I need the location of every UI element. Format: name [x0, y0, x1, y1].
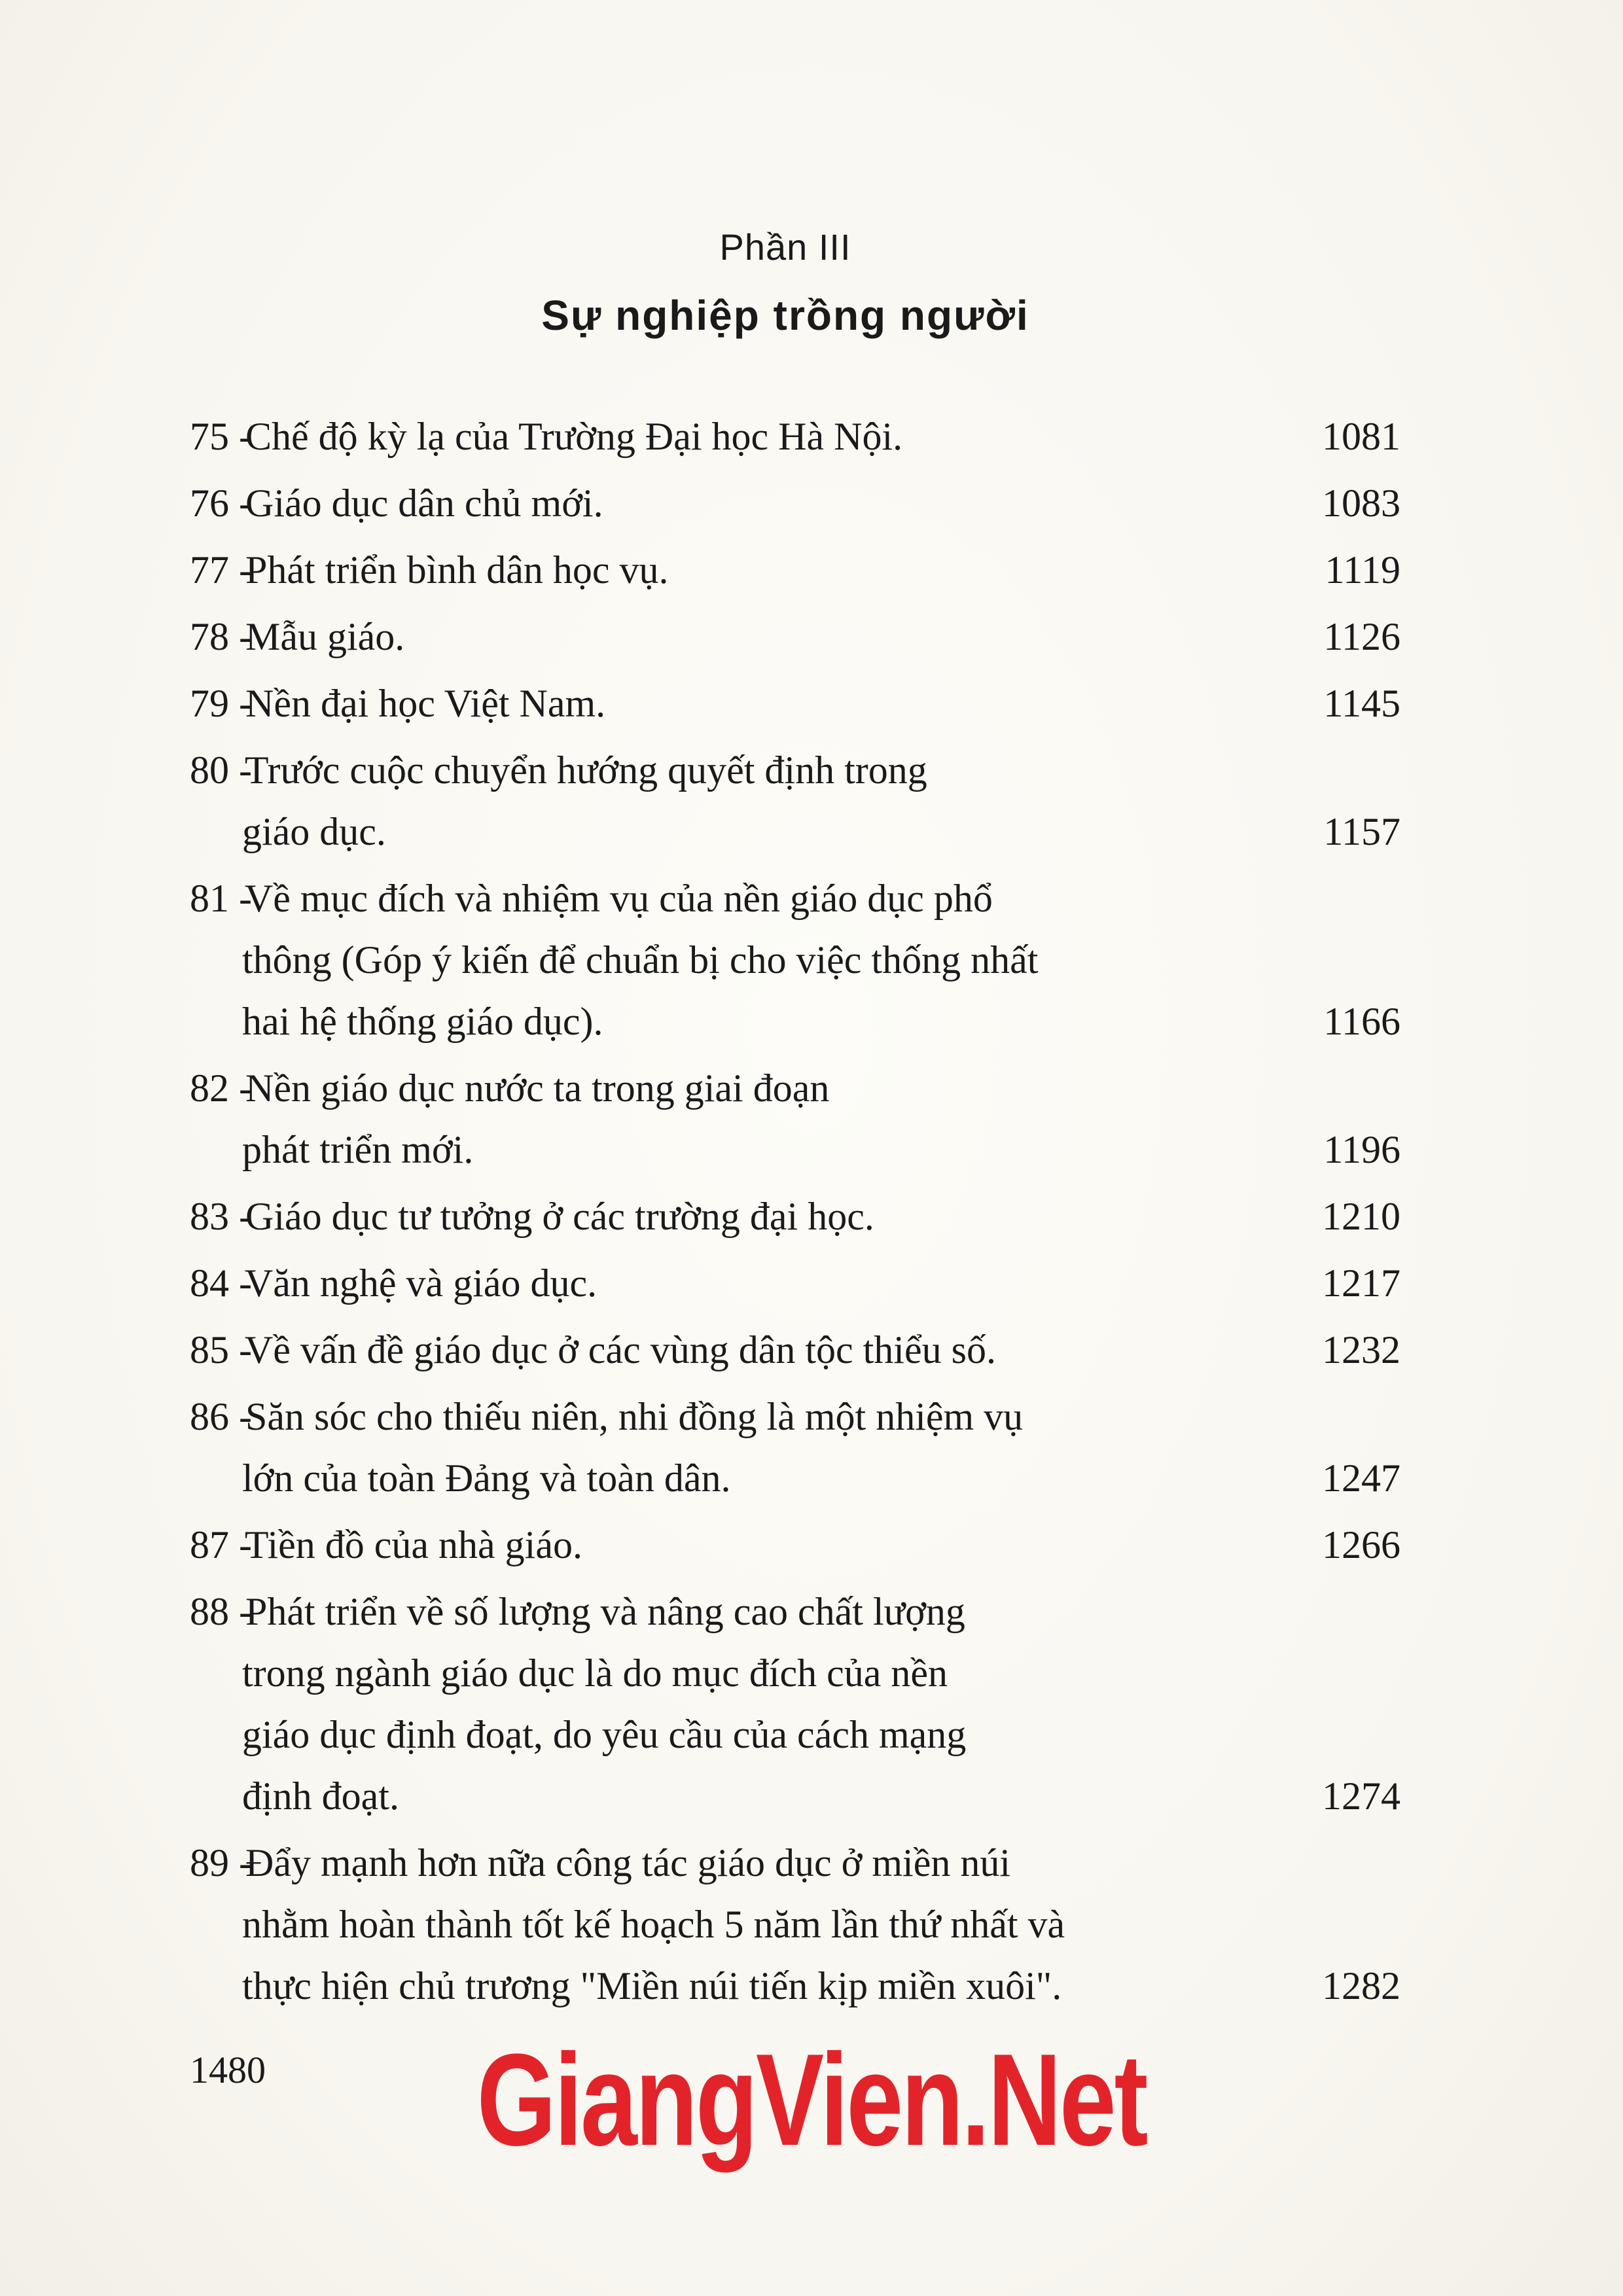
toc-entry-title: Văn nghệ và giáo dục. — [244, 1262, 597, 1305]
toc-entry-line — [190, 1386, 1420, 1447]
toc-entry-number: 86 - — [190, 1395, 252, 1438]
toc-entry[interactable] — [190, 1386, 1420, 1509]
toc-entry-page: 1081 — [1322, 415, 1400, 458]
toc-entry-title: Nền đại học Việt Nam. — [245, 682, 606, 725]
toc-entry-line — [190, 673, 1420, 734]
toc-entry[interactable] — [190, 868, 1420, 1052]
toc-entry-title: định đoạt. — [242, 1775, 399, 1818]
toc-entry-title: thực hiện chủ trương "Miền núi tiến kịp miền xuôi". — [242, 1964, 1062, 2007]
toc-entry-number: 85 - — [190, 1328, 252, 1371]
toc-entry-title: thông (Góp ý kiến để chuẩn bị cho việc thống nhất — [242, 938, 1039, 981]
toc-entry-line — [190, 1186, 1420, 1247]
toc-entry-number: 81 - — [190, 877, 252, 920]
toc-entry-page: 1210 — [1322, 1195, 1400, 1238]
toc-entry-title: Phát triển bình dân học vụ. — [245, 548, 669, 592]
toc-entry-title: Săn sóc cho thiếu niên, nhi đồng là một nhiệm vụ — [245, 1395, 1024, 1438]
toc-entry-title: Tiền đồ của nhà giáo. — [244, 1523, 582, 1566]
toc-entry-page: 1266 — [1322, 1523, 1400, 1566]
toc-entry-number: 78 - — [190, 615, 252, 658]
toc-entry-line — [190, 1252, 1420, 1314]
toc-entry-title: Về mục đích và nhiệm vụ của nền giáo dục phổ — [244, 877, 993, 920]
part-title: Sự nghiệp trồng người — [541, 292, 1029, 339]
toc-entry-line — [190, 868, 1420, 929]
toc-entry[interactable] — [190, 1186, 1420, 1247]
toc-entry-title: nhằm hoàn thành tốt kế hoạch 5 năm lần thứ nhất và — [242, 1903, 1065, 1946]
toc-entry-line — [190, 1514, 1420, 1576]
toc-entry-line — [190, 1894, 1420, 1955]
toc-entry-line — [190, 1319, 1420, 1381]
toc-entry-number: 83 - — [190, 1195, 252, 1238]
toc-entry-page: 1282 — [1322, 1964, 1400, 2007]
toc-entry[interactable] — [190, 1057, 1420, 1180]
toc-entry-page: 1196 — [1323, 1128, 1400, 1171]
toc-entry-title: Mẫu giáo. — [245, 615, 405, 658]
toc-entry-page: 1083 — [1322, 482, 1400, 525]
toc-entry-page: 1166 — [1323, 1000, 1400, 1043]
toc-entry-title: Trước cuộc chuyển hướng quyết định trong — [244, 749, 927, 792]
toc-entry-number: 87 - — [190, 1523, 252, 1566]
toc-entry[interactable] — [190, 739, 1420, 862]
toc-entry-line — [190, 1765, 1420, 1827]
toc-entry-line — [190, 539, 1420, 601]
toc-entry-line — [190, 1447, 1420, 1509]
toc-entry-title: Giáo dục tư tưởng ở các trường đại học. — [245, 1195, 874, 1238]
toc-entry-page: 1157 — [1323, 810, 1400, 853]
toc-entry-line — [190, 1581, 1420, 1642]
toc-entry-title: phát triển mới. — [242, 1128, 474, 1171]
toc-entry-line — [190, 991, 1420, 1052]
toc-entry-number: 75 - — [190, 415, 252, 458]
toc-entry-line — [190, 929, 1420, 991]
toc-entry-line — [190, 406, 1420, 467]
toc-entry-title: lớn của toàn Đảng và toàn dân. — [242, 1457, 731, 1500]
toc-entry-title: Nền giáo dục nước ta trong giai đoạn — [245, 1067, 830, 1110]
toc-entry-title: trong ngành giáo dục là do mục đích của nền — [242, 1651, 948, 1695]
toc-entry-title: giáo dục định đoạt, do yêu cầu của cách mạng — [242, 1713, 967, 1756]
toc-entry-page: 1217 — [1322, 1262, 1400, 1305]
toc-entry[interactable] — [190, 606, 1420, 667]
toc-entry-number: 89 - — [190, 1841, 252, 1884]
toc-entry-title: Phát triển về số lượng và nâng cao chất lượng — [245, 1590, 965, 1633]
toc-entry[interactable] — [190, 406, 1420, 467]
toc-entry-title: hai hệ thống giáo dục). — [242, 1000, 603, 1043]
table-of-contents — [190, 406, 1420, 2022]
toc-entry-line — [190, 1119, 1420, 1180]
toc-entry-line — [190, 801, 1420, 862]
page-number: 1480 — [190, 2049, 266, 2091]
toc-entry-line — [190, 1057, 1420, 1119]
toc-entry-number: 82 - — [190, 1067, 252, 1110]
toc-entry[interactable] — [190, 1514, 1420, 1576]
toc-entry-number: 76 - — [190, 482, 252, 525]
toc-entry-line — [190, 472, 1420, 534]
toc-entry[interactable] — [190, 1581, 1420, 1827]
toc-entry-number: 84 - — [190, 1262, 252, 1305]
toc-entry[interactable] — [190, 1319, 1420, 1381]
toc-entry-title: Giáo dục dân chủ mới. — [245, 482, 603, 525]
toc-entry-line — [190, 739, 1420, 801]
toc-entry-title: Chế độ kỳ lạ của Trường Đại học Hà Nội. — [245, 415, 903, 458]
toc-entry-title: Về vấn đề giáo dục ở các vùng dân tộc thiểu số. — [244, 1328, 996, 1371]
toc-entry-page: 1232 — [1322, 1328, 1400, 1371]
toc-entry-line — [190, 1704, 1420, 1765]
watermark-logo[interactable]: GiangVien.Net — [476, 2027, 1147, 2173]
toc-entry[interactable] — [190, 673, 1420, 734]
toc-entry-line — [190, 1832, 1420, 1894]
part-label: Phần III — [719, 226, 851, 268]
toc-entry-line — [190, 1955, 1420, 2017]
toc-entry-page: 1126 — [1323, 615, 1400, 658]
toc-entry-number: 77 - — [190, 548, 252, 592]
toc-entry-page: 1247 — [1322, 1457, 1400, 1500]
toc-entry-title: Đẩy mạnh hơn nữa công tác giáo dục ở miền núi — [245, 1841, 1011, 1884]
toc-entry-line — [190, 1642, 1420, 1704]
toc-entry-number: 80 - — [190, 749, 252, 792]
toc-entry[interactable] — [190, 472, 1420, 534]
toc-entry-line — [190, 606, 1420, 667]
toc-entry-page: 1145 — [1323, 682, 1400, 725]
toc-entry[interactable] — [190, 1832, 1420, 2017]
toc-entry-number: 88 - — [190, 1590, 252, 1633]
toc-entry-number: 79 - — [190, 682, 252, 725]
toc-entry-title: giáo dục. — [242, 810, 386, 853]
toc-entry-page: 1274 — [1322, 1775, 1400, 1818]
toc-entry-page: 1119 — [1325, 548, 1400, 592]
toc-entry[interactable] — [190, 1252, 1420, 1314]
toc-entry[interactable] — [190, 539, 1420, 601]
